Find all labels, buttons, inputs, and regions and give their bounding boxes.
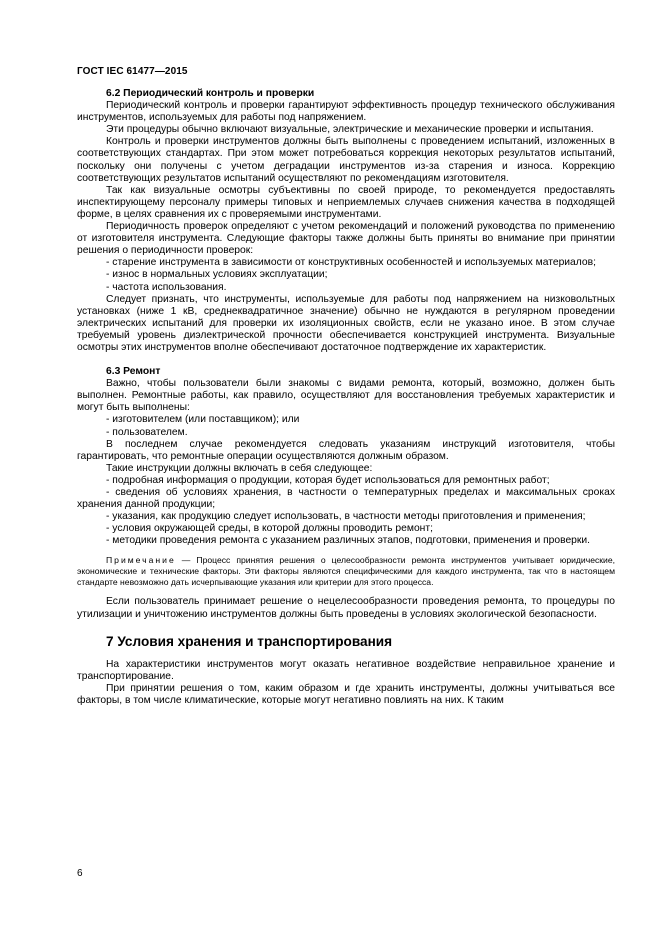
paragraph: При принятии решения о том, каким образом и где хранить инструменты, должны учитываться все факторы, в том числе климатические, которые могут негативно повлиять на них. К таким	[77, 682, 615, 706]
note-text: — Процесс принятия решения о целесообразности ремонта инструментов учитывает юридические, экономические и технические факторы. Эти факторы являются специфическими для каждого инструмента, так что в настоящем стандарте невозможно дать исчерпывающие указания или критерии для этого процесса.	[77, 555, 616, 588]
list-item: - частота использования.	[106, 281, 227, 293]
paragraph: Так как визуальные осмотры субъективны по своей природе, то рекомендуется предоставлять инспектирующему персоналу примеры типовых и неприемлемых случаев снижения качества в подходящей форме, в целях сравнения их с проверяемыми инструментами.	[77, 184, 615, 220]
paragraph: Контроль и проверки инструментов должны быть выполнены с проведением испытаний, изложенных в соответствующих стандартах. При этом может потребоваться коррекция некоторых результатов испытаний, поскольку они получены с учетом деградации инструментов из-за старения и износа. Коррекцию соответствующих результатов испытаний осуществляют по рекомендациям изготовителя.	[77, 136, 615, 184]
paragraph: Важно, чтобы пользователи были знакомы с видами ремонта, который, возможно, должен быть выполнен. Ремонтные работы, как правило, осуществляют для восстановления требуемых характеристик и могут быть выполнены:	[77, 378, 615, 414]
section-6-2-title: 6.2 Периодический контроль и проверки	[106, 88, 315, 99]
list-item: - указания, как продукцию следует использовать, в частности методы приготовления и применения;	[106, 511, 586, 523]
list-item: - подробная информация о продукции, которая будет использоваться для ремонтных работ;	[106, 474, 550, 486]
paragraph: Периодичность проверок определяют с учетом рекомендаций и положений руководства по применению от изготовителя инструмента. Следующие факторы также должны быть приняты во внимание при принятии решения о периодичности проверок:	[77, 221, 615, 257]
paragraph: Если пользователь принимает решение о нецелесообразности проведения ремонта, то процедуры по утилизации и уничтожению инструментов должны быть проведены в условиях экологической безопасности.	[77, 596, 615, 620]
paragraph: Эти процедуры обычно включают визуальные, электрические и механические проверки и испытания.	[106, 124, 594, 136]
paragraph: В последнем случае рекомендуется следовать указаниям инструкций изготовителя, чтобы гарантировать, что ремонтные операции осуществляются должным образом.	[77, 438, 615, 462]
paragraph: Такие инструкции должны включать в себя следующее:	[106, 462, 373, 474]
page-number: 6	[77, 868, 83, 879]
list-item: - методики проведения ремонта с указанием различных этапов, подготовки, применения и проверки.	[106, 535, 591, 547]
list-item: - старение инструмента в зависимости от конструктивных особенностей и используемых материалов;	[106, 257, 596, 269]
section-6-3-title: 6.3 Ремонт	[106, 366, 161, 378]
paragraph: Следует признать, что инструменты, используемые для работы под напряжением на низковольтных установках (ниже 1 кВ, среднеквадратичное значение) обычно не нуждаются в регулярном проведении электрических испытаний для проверки их изоляционных свойств, если не указано иное. В этом случае требуемый уровень диэлектрической прочности обеспечивается конструкцией инструмента. Визуальные осмотры этих инструментов вполне обеспечивают достаточное подтверждение их характеристик.	[77, 293, 615, 353]
list-item: - износ в нормальных условиях эксплуатации;	[106, 269, 328, 281]
section-7-title: 7 Условия хранения и транспортирования	[106, 633, 393, 649]
list-item: - пользователем.	[106, 426, 188, 438]
list-item: - изготовителем (или поставщиком); или	[106, 414, 300, 426]
document-code-header: ГОСТ IEC 61477—2015	[77, 66, 188, 77]
paragraph: Периодический контроль и проверки гарантируют эффективность процедур технического обслуживания инструментов, используемых для работы под напряжением.	[77, 100, 615, 124]
list-item: - условия окружающей среды, в которой должны проводить ремонт;	[106, 523, 433, 535]
list-item: - сведения об условиях хранения, в частности о температурных пределах и максимальных сроках хранения данной продукции;	[77, 487, 615, 511]
note	[77, 555, 615, 588]
note-label: Примечание	[106, 555, 176, 566]
page-content	[77, 88, 615, 707]
paragraph: На характеристики инструментов могут оказать негативное воздействие неправильное хранение и транспортирование.	[77, 658, 615, 682]
